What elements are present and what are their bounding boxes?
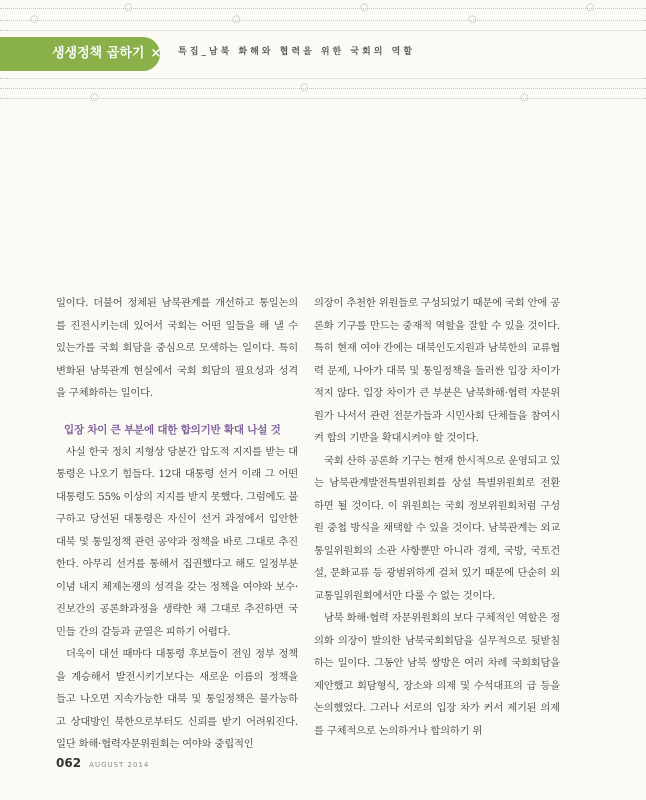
- right-column: [314, 292, 560, 742]
- multiply-icon: ×: [150, 46, 162, 61]
- left-column: [56, 292, 298, 756]
- section-tab-label: 생생정책 곱하기: [52, 46, 145, 61]
- circle-ornament-icon: ○: [468, 14, 477, 25]
- paragraph: 의장이 추천한 위원들로 구성되었기 때문에 국회 안에 공론화 기구를 만드는 중재적 역할을 잘할 수 있을 것이다. 특히 현재 여야 간에는 대북인도지원과 남북한의 교류협력 문제, 나아가 대북 및 통일정책을 둘러싼 입장 차이가 적지 않다. 입장 차이가 큰 부분은 남북화해·협력 자문위원가 나서서 관련 전문가들과 시민사회 단체들을 참여시켜 합의 기반을 확대시켜야 할 것이다.: [314, 297, 560, 444]
- circle-ornament-icon: ○: [300, 82, 309, 93]
- circle-ornament-icon: ○: [232, 14, 241, 25]
- circle-ornament-icon: ○: [30, 14, 39, 25]
- section-tab: [0, 37, 160, 71]
- paragraph: 사실 한국 정치 지형상 당분간 압도적 지지를 받는 대통령은 나오기 힘들다. 12대 대통령 선거 이래 그 어떤 대통령도 55% 이상의 지지를 받지 못했다. 그럼에도 불구하고 당선된 대통령은 자신이 선거 과정에서 입안한 대북 및 통일정책 관련 공약과 정책을 바로 그대로 추진한다. 아무리 선거를 통해서 집권했다고 해도 일정부분 이념 내지 체제논쟁의 성격을 갖는 정책을 여야와 보수·진보간의 공론화과정을 생략한 채 그대로 추진하면 국민들 간의 갈등과 균열은 피하기 어렵다.: [56, 445, 298, 638]
- paragraph: 더욱이 대선 때마다 대통령 후보들이 전임 정부 정책을 계승해서 발전시키기보다는 새로운 이름의 정책을 들고 나오면 지속가능한 대북 및 통일정책은 불가능하고 상대방인 북한으로부터도 신뢰를 받기 어려워진다. 일단 화해·협력자문위원회는 여야와 중립적인: [56, 648, 298, 750]
- subheading: 입장 차이 큰 부분에 대한 합의기반 확대 나설 것: [64, 423, 281, 436]
- header-dotted-line: [0, 20, 646, 21]
- circle-ornament-icon: ○: [586, 2, 595, 13]
- circle-ornament-icon: ○: [360, 2, 369, 13]
- circle-ornament-icon: ○: [520, 92, 529, 103]
- issue-date: AUGUST 2014: [89, 761, 150, 769]
- paragraph: 국회 산하 공론화 기구는 현재 한시적으로 운영되고 있는 남북관계발전특별위원회를 상설 특별위원회로 전환하면 될 것이다. 이 위원회는 국회 정보위원회처럼 구성원 중첩 방식을 채택할 수 있을 것이다. 남북관계는 외교통일위원회의 소관 사항뿐만 아니라 경제, 국방, 국토건설, 문화교류 등 광범위하게 걸쳐 있기 때문에 단순히 외교통일위원회에서만 다룰 수 없는 것이다.: [314, 454, 560, 602]
- header-dotted-line: [0, 88, 646, 89]
- header-dotted-line: [0, 78, 646, 79]
- page-number: 062: [56, 756, 82, 770]
- circle-ornament-icon: ○: [90, 92, 99, 103]
- page-footer: [56, 752, 149, 771]
- paragraph: 남북 화해·협력 자문위원회의 보다 구체적인 역할은 정의화 의장이 발의한 남북국회회담을 실무적으로 뒷받침하는 일이다. 그동안 남북 쌍방은 여러 차례 국회회담을 제안했고 회담형식, 장소와 의제 및 수석대표의 급 등을 논의했었다. 그러나 서로의 입장 차가 커서 제기된 의제를 구체적으로 논의하거나 합의하기 위: [314, 612, 560, 737]
- circle-ornament-icon: ○: [124, 2, 133, 13]
- paragraph: 일이다. 더불어 정체된 남북관계를 개선하고 통일논의를 진전시키는데 있어서 국회는 어떤 일들을 해 낼 수 있는가를 국회 회담을 중심으로 모색하는 일이다. 특히 변화된 남북관계 현실에서 국회 회담의 필요성과 성격을 구체화하는 일이다.: [56, 297, 298, 399]
- header-dotted-line: [0, 30, 646, 31]
- section-title: 특집_남북 화해와 협력을 위한 국회의 역할: [178, 47, 415, 57]
- header-dotted-line: [0, 8, 646, 9]
